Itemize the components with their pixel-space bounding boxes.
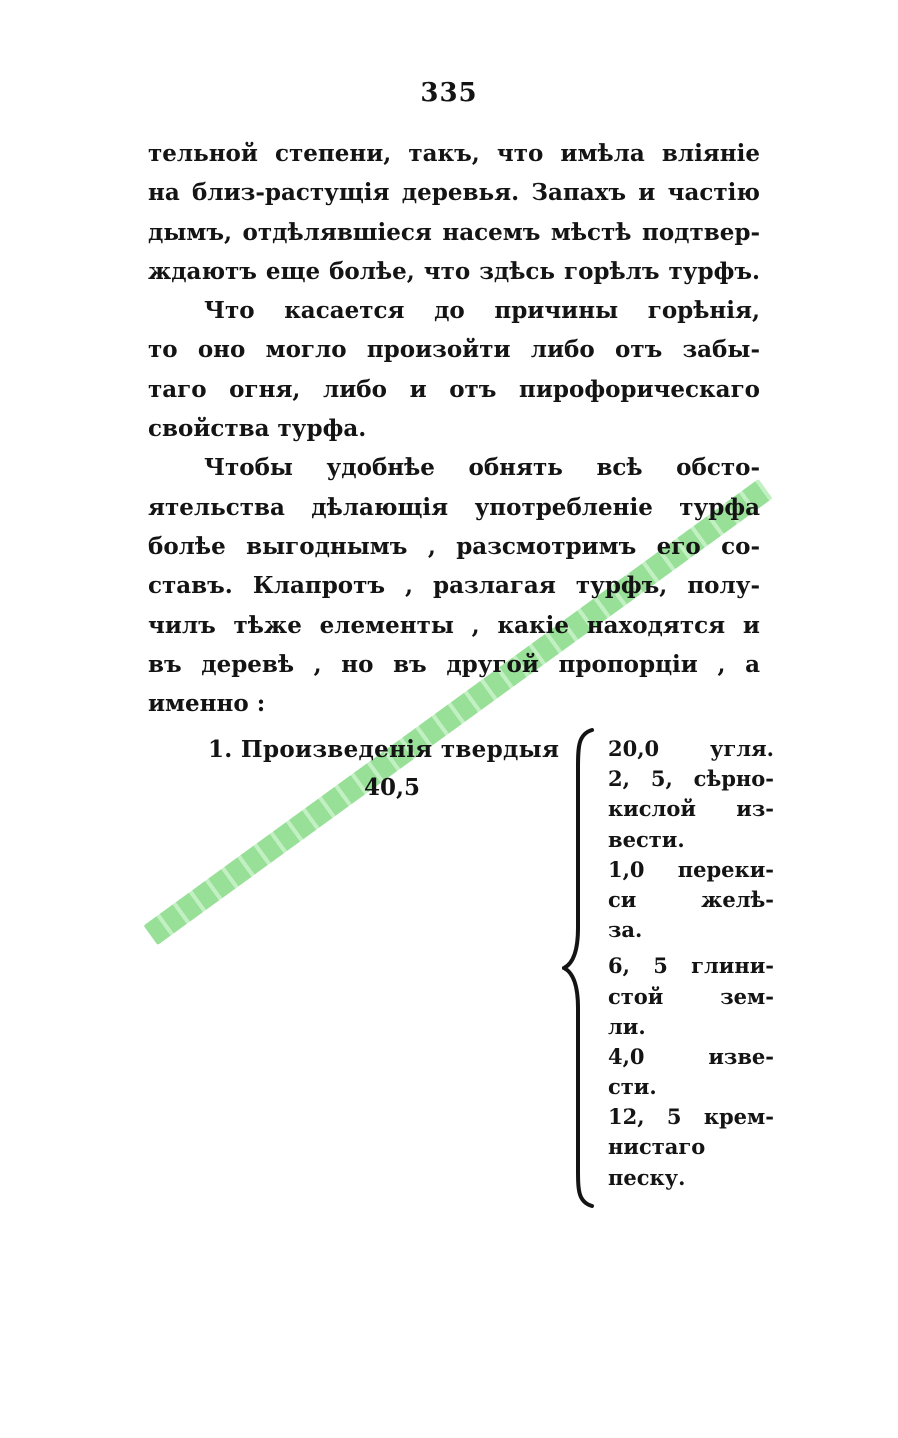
text-line: ждаютъ еще болѣе, что здѣсь горѣлъ турфъ. [148, 257, 760, 285]
composition-components [608, 734, 774, 1193]
component-line: вести. [608, 826, 685, 852]
text-line: таго огня, либо и отъ пирофорическаго [148, 375, 760, 403]
paragraph-end-line: именно : [148, 690, 266, 718]
text-line: въ деревѣ , но въ другой пропорцiи , а [148, 650, 760, 678]
text-line: дымъ, отдѣлявшiеся насемъ мѣстѣ подтвер- [148, 218, 760, 246]
component-line: кислой из- [608, 796, 774, 822]
paragraph-start-line: Чтобы удобнѣе обнять всѣ обсто- [204, 454, 760, 482]
component-line: песку. [608, 1164, 686, 1190]
text-line: на близ-растущiя деревья. Запахъ и частiю [148, 179, 760, 207]
body-text [148, 134, 760, 723]
component-line: 4,0 изве- [608, 1043, 774, 1069]
component-line: нистаго [608, 1134, 706, 1160]
composition-item-label: 1. Произведенiя твердыя [208, 736, 560, 763]
text-line: болѣе выгоднымъ , разсмотримъ его со- [148, 532, 760, 560]
component-line: 6, 5 глини- [608, 953, 774, 979]
component-line: ли. [608, 1013, 646, 1039]
text-line: ятельства дѣлающiя употребленiе турфа [148, 493, 760, 521]
text-line: тельной степени, такъ, что имѣла влiянie [148, 140, 760, 167]
component-line: стой зем- [608, 983, 774, 1009]
curly-brace-icon [562, 728, 602, 1208]
component-line: си желѣ- [608, 886, 774, 912]
text-line: чилъ тѣже елементы , какie находятся и [148, 611, 760, 639]
component-line: 12, 5 крем- [608, 1104, 774, 1130]
component-line: 2, 5, сѣрно- [608, 766, 774, 792]
component-line: 20,0 угля. [608, 736, 774, 761]
component-line: за. [608, 917, 643, 943]
text-line: ставъ. Клапротъ , разлагая турфъ, полу- [148, 572, 760, 600]
composition-item-total: 40,5 [364, 774, 421, 801]
component-line: сти. [608, 1074, 657, 1100]
paragraph-end-line: свойства турфа. [148, 415, 367, 443]
text-line: то оно могло произойти либо отъ забы- [148, 336, 760, 364]
paragraph-start-line: Что касается до причины горѣнiя, [204, 297, 760, 325]
component-line: 1,0 перeки- [608, 856, 774, 882]
page-number: 335 [420, 78, 478, 108]
